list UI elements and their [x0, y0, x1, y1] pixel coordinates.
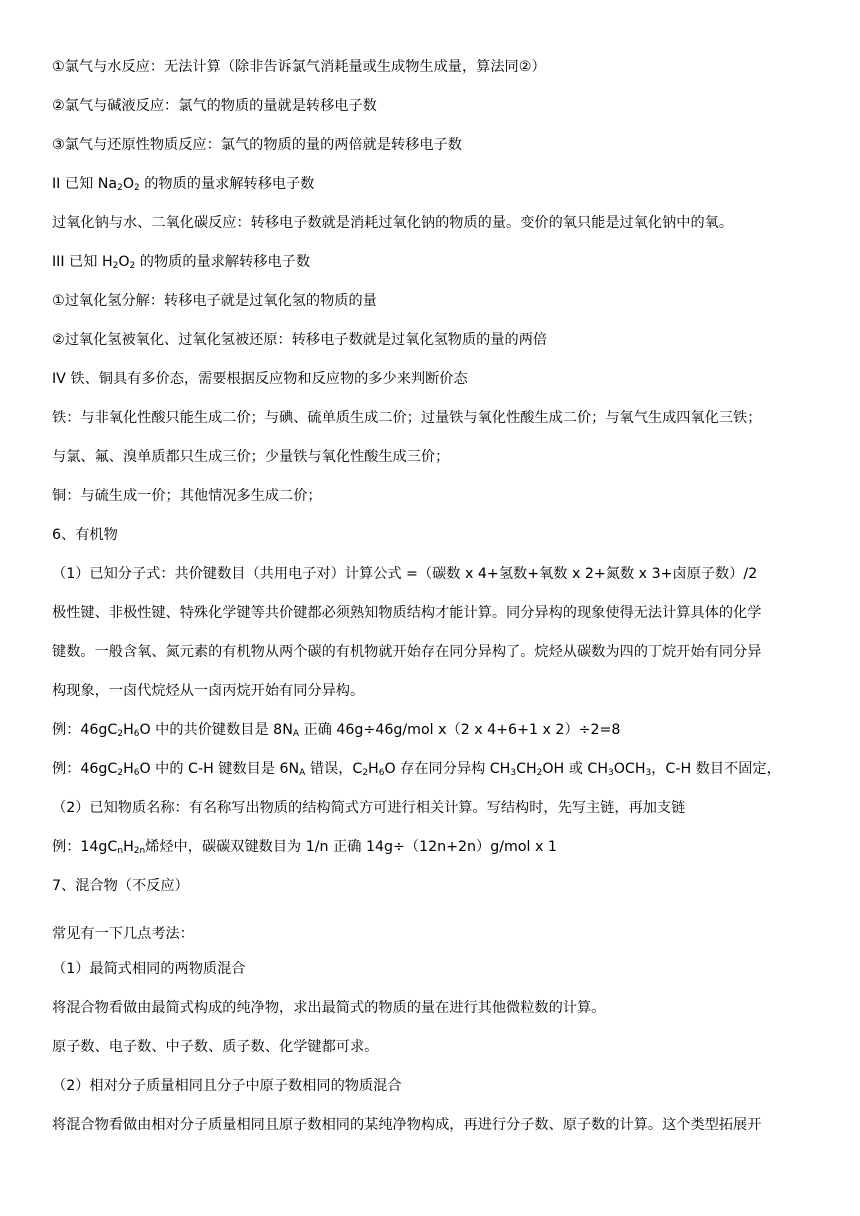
text-line: 将混合物看做由最简式构成的纯净物，求出最简式的物质的量在进行其他微粒数的计算。: [52, 1000, 606, 1016]
text-line: 原子数、电子数、中子数、质子数、化学键都可求。: [52, 1039, 379, 1055]
text-line: （1）最简式相同的两物质混合: [52, 961, 246, 977]
text-line: （2）已知物质名称：有名称写出物质的结构简式方可进行相关计算。写结构时，先写主链，再加支链: [52, 800, 686, 816]
text-line: （2）相对分子质量相同且分子中原子数相同的物质混合: [52, 1078, 402, 1094]
example-line: 例：$46gC_2H_6O$ 中的共价键数目是 $8N_A$ 正确 46g÷46g/mol x（2 x 4+6+1 x 2）÷2=8: [52, 722, 621, 739]
section-heading: 7、混合物（不反应）: [52, 878, 189, 894]
text-line: 过氧化钠与水、二氧化碳反应：转移电子数就是消耗过氧化钠的物质的量。变价的氧只能是过氧化钠中的氧。: [52, 215, 734, 231]
text-line: ①过氧化氢分解：转移电子就是过氧化氢的物质的量: [52, 293, 377, 309]
text-line: 构现象，一卤代烷烃从一卤丙烷开始有同分异构。: [52, 683, 365, 699]
text-line: 铜：与硫生成一价；其他情况多生成二价；: [52, 488, 322, 504]
text-line: ①氯气与水反应：无法计算（除非告诉氯气消耗量或生成物生成量，算法同②）: [52, 59, 546, 75]
heading-na2o2: II 已知 $Na_2O_2$ 的物质的量求解转移电子数: [52, 176, 315, 193]
text-line: IV 铁、铜具有多价态，需要根据反应物和反应物的多少来判断价态: [52, 371, 468, 387]
text-line: ②氯气与碱液反应：氯气的物质的量就是转移电子数: [52, 98, 377, 114]
text-line: （1）已知分子式：共价键数目（共用电子对）计算公式 =（碳数 x 4+氢数+氧数 x 2+氮数 x 3+卤原子数）/2: [52, 566, 758, 582]
example-line: 例：$46gC_2H_6O$ 中的 C-H 键数目是 $6N_A$ 错误，$C_2H_6O$ 存在同分异构 $CH_3CH_2OH$ 或 $CH_3OCH_3$，C-H 数目不固定，: [52, 761, 781, 778]
text-line: 将混合物看做由相对分子质量相同且原子数相同的某纯净物构成，再进行分子数、原子数的计算。这个类型拓展开: [52, 1117, 762, 1133]
text-line: 与氯、氟、溴单质都只生成三价；少量铁与氧化性酸生成三价；: [52, 449, 450, 465]
text-line: ③氯气与还原性物质反应：氯气的物质的量的两倍就是转移电子数: [52, 137, 462, 153]
example-line: 例：$14gC_nH_{2n}$烯烃中，碳碳双键数目为 1/n 正确 14g÷（12n+2n）g/mol x 1: [52, 839, 557, 856]
heading-h2o2: III 已知 $H_2O_2$ 的物质的量求解转移电子数: [52, 254, 311, 271]
text-line: 键数。一般含氧、氮元素的有机物从两个碳的有机物就开始存在同分异构了。烷烃从碳数为四的丁烷开始有同分异: [52, 644, 762, 660]
text-line: 铁：与非氧化性酸只能生成二价；与碘、硫单质生成二价；过量铁与氧化性酸生成二价；与氧气生成四氧化三铁；: [52, 410, 762, 426]
text-line: 常见有一下几点考法：: [52, 926, 194, 942]
text-line: ②过氧化氢被氧化、过氧化氢被还原：转移电子数就是过氧化氢物质的量的两倍: [52, 332, 548, 348]
section-heading: 6、有机物: [52, 527, 118, 543]
text-line: 极性键、非极性键、特殊化学键等共价键都必须熟知物质结构才能计算。同分异构的现象使得无法计算具体的化学: [52, 605, 762, 621]
